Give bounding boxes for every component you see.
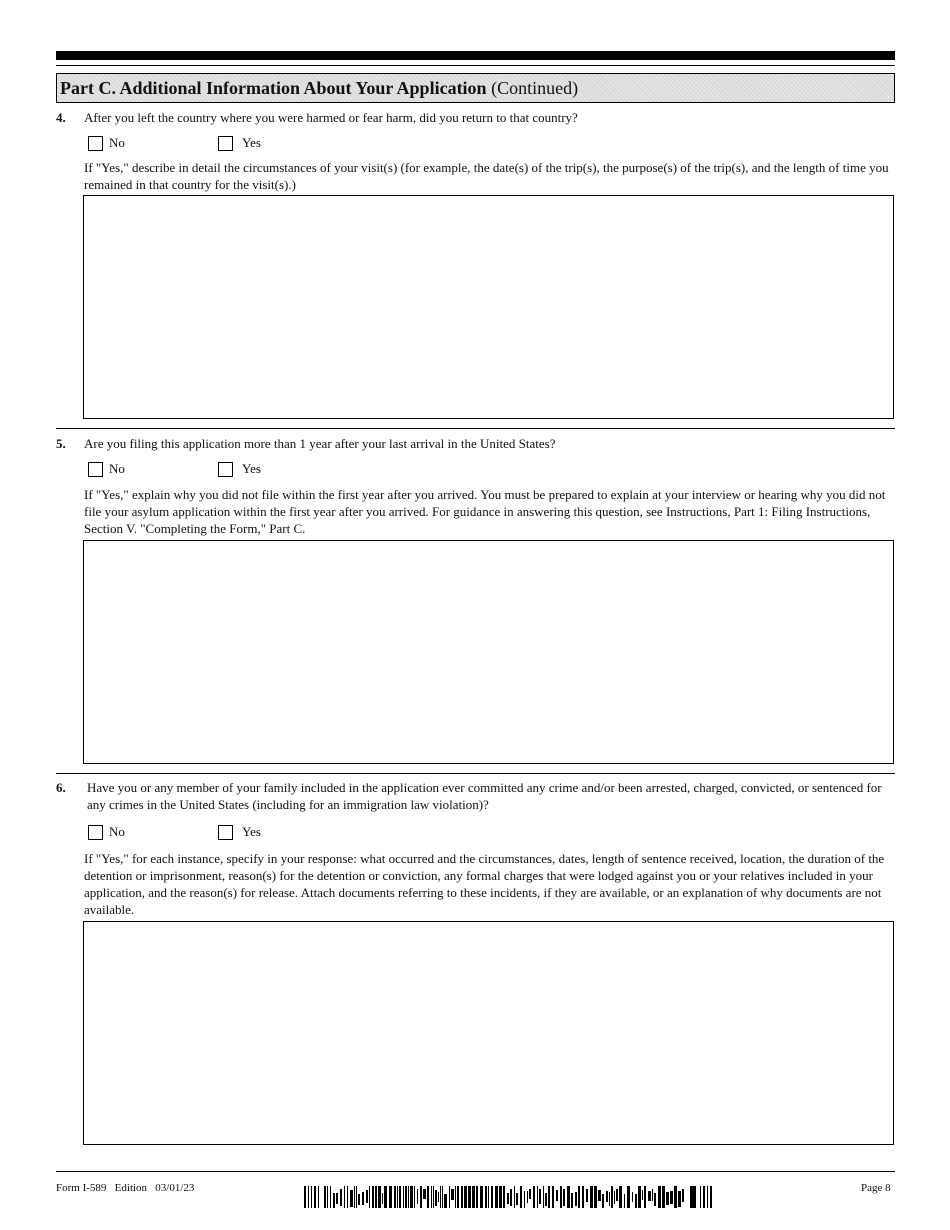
- question-5-no-label: No: [109, 461, 125, 476]
- part-title-suffix: (Continued): [491, 78, 579, 98]
- question-4-yes-checkbox[interactable]: [218, 136, 233, 151]
- question-5-answer-field[interactable]: [83, 540, 894, 764]
- footer-rule: [56, 1171, 895, 1172]
- question-5-text: Are you filing this application more than 1 year after your last arrival in the United States?: [84, 436, 556, 451]
- form-edition: Form I-589 Edition 03/01/23: [56, 1182, 195, 1194]
- question-6-answer-field[interactable]: [83, 921, 894, 1145]
- question-5-yes-label: Yes: [242, 461, 261, 476]
- question-5-yes-checkbox[interactable]: [218, 462, 233, 477]
- part-c-header: [56, 73, 895, 103]
- question-6-yes-checkbox[interactable]: [218, 825, 233, 840]
- top-rule-thin: [56, 65, 895, 66]
- question-4-yes-label: Yes: [242, 135, 261, 150]
- question-6-yes-label: Yes: [242, 824, 261, 839]
- question-5-number: 5.: [56, 436, 66, 451]
- question-5-no-checkbox[interactable]: [88, 462, 103, 477]
- question-4-answer-field[interactable]: [83, 195, 894, 419]
- question-4-instruction: If "Yes," describe in detail the circumstances of your visit(s) (for example, the date(s) of the trip(s), the purpose(s) of the trip(s), and the length of time you remained in that country for the visit(s).): [84, 160, 889, 192]
- page-number: Page 8: [861, 1182, 891, 1194]
- question-4-number: 4.: [56, 110, 66, 125]
- question-4-separator: [56, 428, 895, 429]
- question-6-text: Have you or any member of your family included in the application ever committed any crime and/or been arrested, charged, convicted, or sentenced for any crimes in the United States (including for an immigration law violation)?: [87, 780, 882, 812]
- question-4-no-label: No: [109, 135, 125, 150]
- question-6-instruction: If "Yes," for each instance, specify in your response: what occurred and the circumstances, dates, length of sentence received, location, the duration of the detention or imprisonment, reason(s) for the detention or conviction, any formal charges that were lodged against you or your relatives included in your application, and the reason(s) for release. Attach documents referring to these incidents, if they are available, or an explanation of why documents are not available.: [84, 851, 885, 917]
- question-6-no-label: No: [109, 824, 125, 839]
- barcode: [304, 1186, 712, 1208]
- top-rule-thick: [56, 51, 895, 60]
- question-5-separator: [56, 773, 895, 774]
- part-title: Part C. Additional Information About Your Application: [60, 78, 487, 98]
- question-6-no-checkbox[interactable]: [88, 825, 103, 840]
- question-4-no-checkbox[interactable]: [88, 136, 103, 151]
- question-5-instruction: If "Yes," explain why you did not file within the first year after you arrived. You must be prepared to explain at your interview or hearing why you did not file your asylum application within the first year after you arrived. For guidance in answering this question, see Instructions, Part 1: Filing Instructions, Section V. "Completing the Form," Part C.: [84, 487, 886, 536]
- question-4-text: After you left the country where you were harmed or fear harm, did you return to that country?: [84, 110, 578, 125]
- question-6-number: 6.: [56, 780, 66, 795]
